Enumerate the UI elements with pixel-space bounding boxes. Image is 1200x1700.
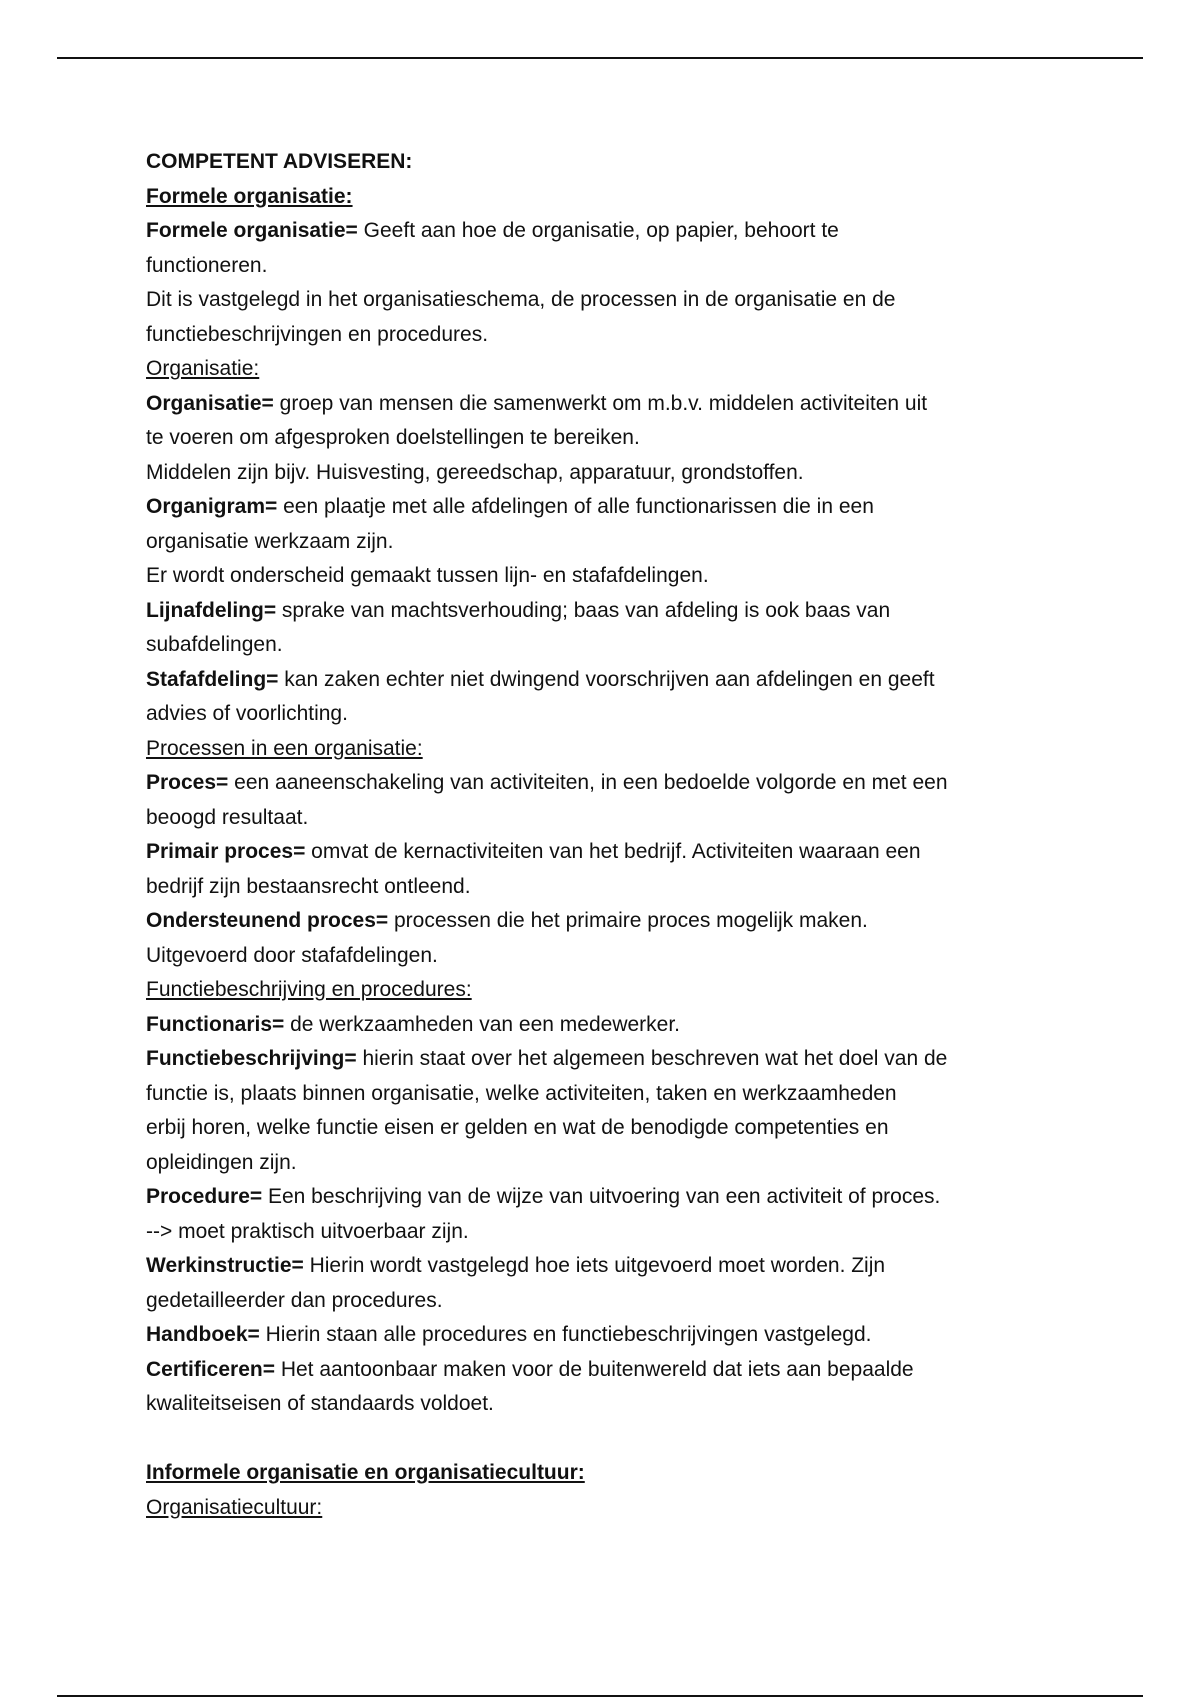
definition-text: de werkzaamheden van een medewerker. [284, 1012, 681, 1036]
term: Certificeren= [146, 1357, 275, 1381]
subheading-organisatie: Organisatie: [146, 357, 260, 380]
paragraph-line: functioneren. [146, 253, 268, 277]
definition-text: Hierin staan alle procedures en functiebeschrijvingen vastgelegd. [259, 1323, 872, 1346]
definition-text: een plaatje met alle afdelingen of alle functionarissen die in een [277, 495, 874, 518]
definition-text: processen die het primaire proces mogelijk maken. [388, 909, 868, 932]
paragraph-line: Dit is vastgelegd in het organisatieschema, de processen in de organisatie en de [146, 288, 896, 311]
term: Procedure= [146, 1185, 263, 1208]
document-title: COMPETENT ADVISEREN: [146, 150, 413, 173]
term: Werkinstructie= [146, 1254, 304, 1277]
blank-line [146, 1422, 1066, 1457]
paragraph-line: opleidingen zijn. [146, 1150, 297, 1174]
term: Handboek= [146, 1323, 260, 1346]
subheading-organisatiecultuur: Organisatiecultuur: [146, 1495, 323, 1519]
definition-text: Een beschrijving van de wijze van uitvoering van een activiteit of proces. [262, 1185, 941, 1208]
header-rule [57, 57, 1143, 59]
definition-werkinstructie [146, 1249, 1066, 1284]
term: Functiebeschrijving= [146, 1047, 357, 1070]
definition-stafafdeling [146, 663, 1066, 698]
paragraph-line: kwaliteitseisen of standaards voldoet. [146, 1392, 494, 1415]
definition-text: Hierin wordt vastgelegd hoe iets uitgevoerd moet worden. Zijn [303, 1254, 886, 1277]
definition-functiebeschrijving [146, 1042, 1066, 1077]
definition-functionaris [146, 1008, 1066, 1043]
definition-handboek [146, 1318, 1066, 1353]
paragraph-line: Middelen zijn bijv. Huisvesting, gereedschap, apparatuur, grondstoffen. [146, 460, 804, 484]
definition-primair-proces [146, 835, 1066, 870]
paragraph-line: bedrijf zijn bestaansrecht ontleend. [146, 874, 471, 898]
footer-rule [57, 1695, 1143, 1697]
definition-text: een aaneenschakeling van activiteiten, in een bedoelde volgorde en met een [228, 771, 948, 794]
term: Functionaris= [146, 1012, 285, 1036]
subheading-functiebeschrijving: Functiebeschrijving en procedures: [146, 978, 472, 1001]
paragraph-line: te voeren om afgesproken doelstellingen te bereiken. [146, 426, 640, 449]
definition-ondersteunend-proces [146, 904, 1066, 939]
paragraph-line: functie is, plaats binnen organisatie, welke activiteiten, taken en werkzaamheden [146, 1081, 897, 1105]
definition-text: sprake van machtsverhouding; baas van afdeling is ook baas van [276, 598, 891, 622]
definition-formele-organisatie [146, 214, 1066, 249]
paragraph-line: Uitgevoerd door stafafdelingen. [146, 943, 438, 967]
definition-lijnafdeling [146, 594, 1066, 629]
paragraph-line: advies of voorlichting. [146, 702, 348, 725]
paragraph-line: organisatie werkzaam zijn. [146, 529, 394, 553]
definition-text: Geeft aan hoe de organisatie, op papier, behoort te [357, 219, 839, 242]
term: Organigram= [146, 495, 278, 518]
definition-text: omvat de kernactiviteiten van het bedrijf. Activiteiten waaraan een [305, 840, 921, 863]
paragraph-line: subafdelingen. [146, 633, 283, 656]
term: Stafafdeling= [146, 667, 279, 691]
definition-text: groep van mensen die samenwerkt om m.b.v. middelen activiteiten uit [273, 391, 928, 415]
term: Ondersteunend proces= [146, 909, 389, 932]
paragraph-line: --> moet praktisch uitvoerbaar zijn. [146, 1219, 469, 1243]
term: Organisatie= [146, 391, 274, 415]
definition-certificeren [146, 1353, 1066, 1388]
definition-procedure [146, 1180, 1066, 1215]
term: Formele organisatie= [146, 219, 358, 242]
paragraph-line: functiebeschrijvingen en procedures. [146, 322, 489, 346]
term: Primair proces= [146, 840, 306, 863]
document-body [146, 145, 1066, 1525]
paragraph-line: gedetailleerder dan procedures. [146, 1288, 443, 1312]
term: Lijnafdeling= [146, 598, 277, 622]
paragraph-line: Er wordt onderscheid gemaakt tussen lijn- en stafafdelingen. [146, 564, 709, 587]
section-heading-informele-organisatie: Informele organisatie en organisatiecultuur: [146, 1461, 585, 1484]
definition-text: kan zaken echter niet dwingend voorschrijven aan afdelingen en geeft [278, 667, 935, 691]
paragraph-line: erbij horen, welke functie eisen er gelden en wat de benodigde competenties en [146, 1116, 889, 1139]
definition-text: hierin staat over het algemeen beschreven wat het doel van de [356, 1047, 948, 1070]
definition-proces [146, 766, 1066, 801]
paragraph-line: beoogd resultaat. [146, 805, 309, 829]
section-heading-formele-organisatie: Formele organisatie: [146, 184, 353, 208]
term: Proces= [146, 771, 229, 794]
definition-organisatie [146, 387, 1066, 422]
subheading-processen: Processen in een organisatie: [146, 736, 423, 760]
definition-text: Het aantoonbaar maken voor de buitenwereld dat iets aan bepaalde [274, 1357, 914, 1381]
definition-organigram [146, 490, 1066, 525]
